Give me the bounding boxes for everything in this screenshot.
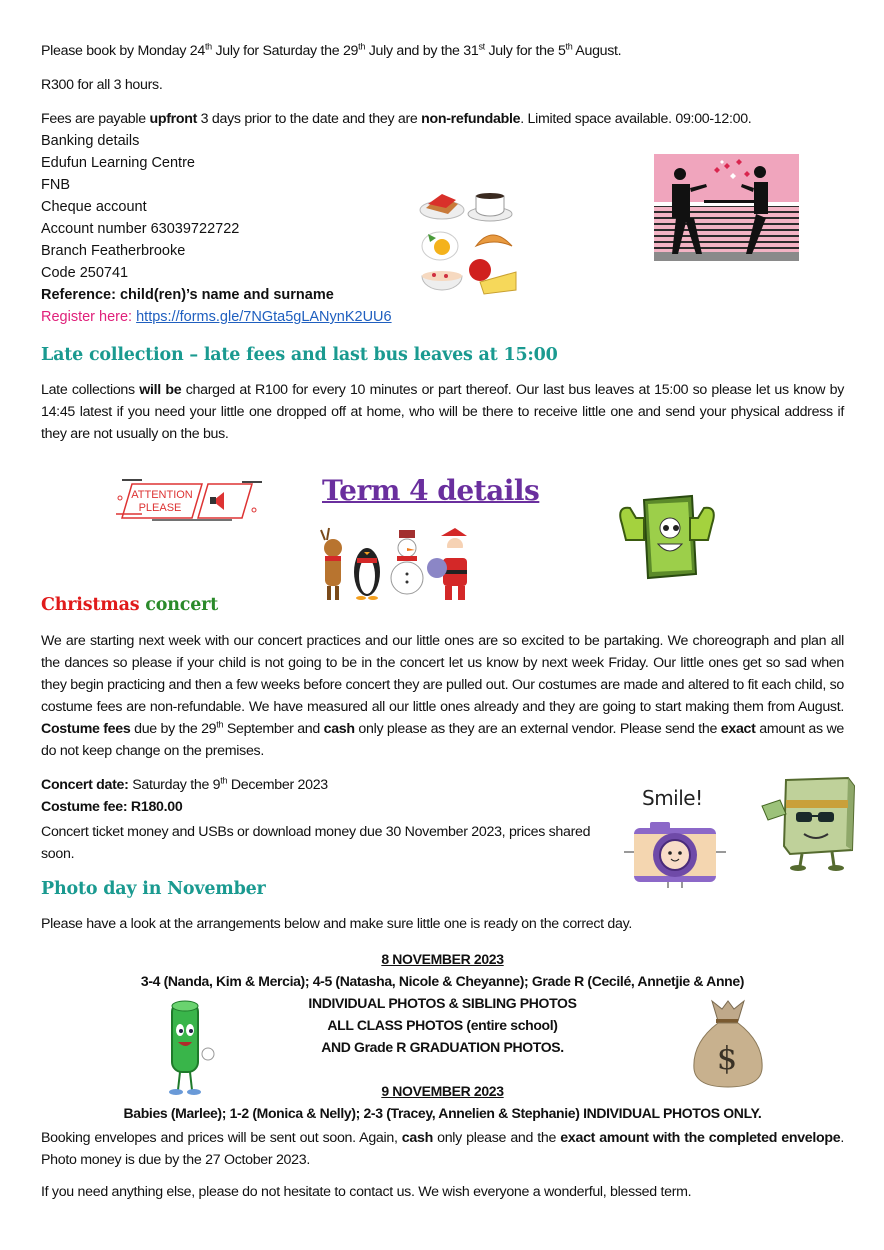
christmas-concert-text: We are starting next week with our concert practices and our little ones are so excited to be partaking. We choreograph and plan all the dances so please if your child is not going to be in the concert let us know by next week Friday. Our little ones get so sad when they begin practicing and then a few weeks before concert they are pulled out. Our costumes are made and altered to fit each child, so costume fees are non-refundable. We have measured all our little ones already and they are going to start making them from August. Costume fees due by the 29th September and cash only please as they are an external vendor. Please send the exact amount as we do not keep change on the premises. — [41, 633, 844, 759]
photo-day2-date: 9 NOVEMBER 2023 — [381, 1083, 504, 1099]
register-line — [41, 309, 392, 325]
booking-deadline-text: Please book by Monday 24th July for Saturday the 29th July and by the 31st July for the 5th August. — [41, 41, 622, 59]
breakfast-foods-image — [418, 190, 520, 298]
money-bag-image — [690, 997, 764, 1089]
register-link[interactable]: https://forms.gle/7NGta5gLANynK2UU6 — [136, 309, 392, 325]
banking-title: Banking details — [41, 133, 140, 149]
term-4-title: Term 4 details — [322, 474, 540, 507]
photo-day1-date: 8 NOVEMBER 2023 — [381, 951, 504, 967]
smile-label: Smile! — [642, 786, 703, 810]
money-thumbs-up-image — [614, 494, 720, 580]
fees-text: Fees are payable upfront 3 days prior to the date and they are non-refundable. Limited space available. 09:00-12:00. — [41, 111, 752, 127]
money-stack-image — [756, 776, 860, 872]
register-label: Register here: — [41, 309, 137, 325]
concert-ticket-text: Concert ticket money and USBs or download money due 30 November 2023, prices shared soon. — [41, 824, 591, 862]
banking-line: Edufun Learning Centre — [41, 155, 195, 171]
photo-day-intro: Please have a look at the arrangements below and make sure little one is ready on the correct day. — [41, 916, 632, 932]
booking-envelopes-text: Booking envelopes and prices will be sent out soon. Again, cash only please and the exact amount with the completed envelope. Photo money is due by the 27 October 2023. — [41, 1130, 844, 1168]
banking-line: Cheque account — [41, 199, 147, 215]
price-text: R300 for all 3 hours. — [41, 77, 163, 93]
photo-day-heading: Photo day in November — [41, 879, 266, 899]
couple-cafe-image — [654, 154, 799, 261]
costume-fee: Costume fee: R180.00 — [41, 799, 183, 815]
money-roll-image — [160, 1000, 230, 1096]
svg-text:PLEASE: PLEASE — [138, 502, 182, 514]
photo-day1-line: ALL CLASS PHOTOS (entire school) — [327, 1017, 558, 1033]
photo-day1-line: INDIVIDUAL PHOTOS & SIBLING PHOTOS — [308, 995, 577, 1011]
concert-date: Concert date: Saturday the 9th December 2023 — [41, 775, 328, 793]
photo-day1-line: 3-4 (Nanda, Kim & Mercia); 4-5 (Natasha, Nicole & Cheyanne); Grade R (Cecilé, Annetjie & Anne) — [140, 973, 745, 989]
late-collection-heading: Late collection – late fees and last bus leaves at 15:00 — [41, 345, 558, 365]
banking-reference: Reference: child(ren)’s name and surname — [41, 287, 334, 303]
christmas-characters-image — [315, 526, 483, 602]
late-collection-text: Late collections will be charged at R100 for every 10 minutes or part thereof. Our last bus leaves at 15:00 so please let us know by 14:45 latest if you need your little one dropped off at home, who will be there to receive little one and send your physical address if they are not usually on the bus. — [41, 382, 844, 442]
banking-line: Code 250741 — [41, 265, 129, 281]
banking-line: Branch Featherbrooke — [41, 243, 186, 259]
banking-line: Account number 63039722722 — [41, 221, 240, 237]
dollar-sign: $ — [716, 1039, 738, 1077]
attention-please-image — [112, 474, 264, 526]
attention-text: ATTENTION — [131, 489, 193, 501]
smiling-camera-image — [622, 820, 728, 888]
banking-line: FNB — [41, 177, 70, 193]
photo-day1-line: AND Grade R GRADUATION PHOTOS. — [321, 1039, 564, 1055]
christmas-concert-heading: Christmas concert — [41, 595, 219, 615]
photo-day2-line: Babies (Marlee); 1-2 (Monica & Nelly); 2-3 (Tracey, Annelien & Stephanie) INDIVIDUAL PHOTOS ONLY. — [123, 1105, 762, 1121]
closing-text: If you need anything else, please do not hesitate to contact us. We wish everyone a wonderful, blessed term. — [41, 1184, 692, 1200]
